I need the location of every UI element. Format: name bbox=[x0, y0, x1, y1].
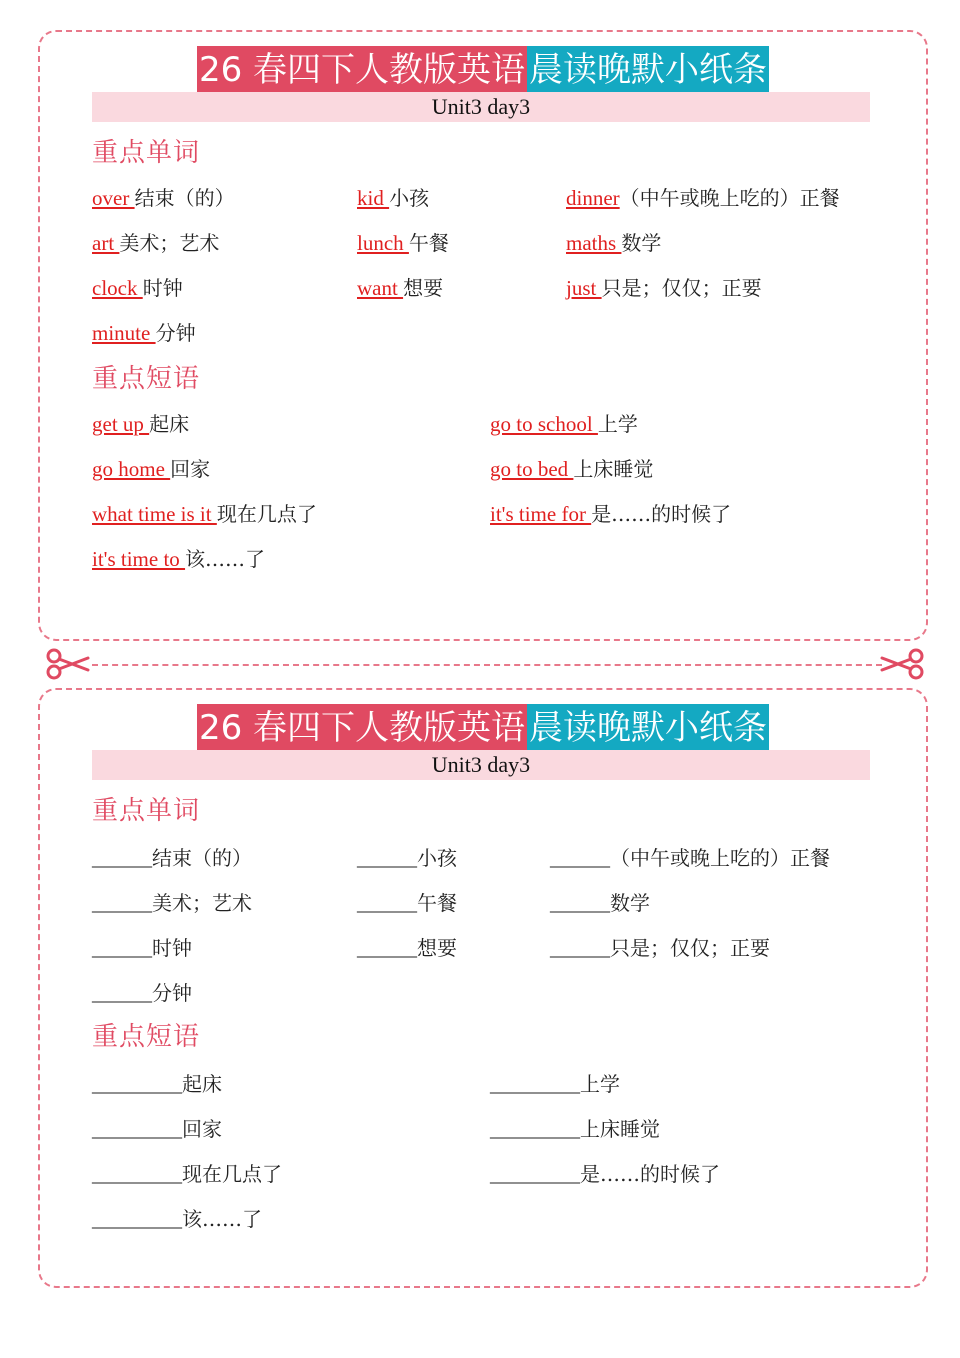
word-en: lunch bbox=[357, 231, 409, 255]
card-title bbox=[40, 46, 926, 94]
phrase-item bbox=[92, 498, 317, 527]
word-cn: 美术；艺术 bbox=[119, 231, 220, 255]
scissors-left-icon bbox=[46, 648, 90, 680]
word-blank[interactable]: ______ bbox=[357, 938, 417, 960]
title-part1: 26 春四下人教版英语 bbox=[197, 704, 527, 752]
word-cn: （中午或晚上吃的）正餐 bbox=[610, 846, 830, 870]
cut-line bbox=[92, 664, 882, 666]
word-cn: 想要 bbox=[403, 276, 444, 300]
phrase-en: it's time to bbox=[92, 547, 186, 571]
phrase-item bbox=[92, 543, 265, 572]
phrase-en: what time is it bbox=[92, 502, 217, 526]
phrase-item bbox=[92, 453, 210, 482]
phrase-blank[interactable]: _________ bbox=[92, 1119, 182, 1141]
word-cn: 小孩 bbox=[417, 846, 457, 870]
word-en: clock bbox=[92, 276, 143, 300]
phrase-blank[interactable]: _________ bbox=[92, 1209, 182, 1231]
phrase-blank-item[interactable] bbox=[92, 1203, 262, 1232]
word-cn: 时钟 bbox=[142, 276, 183, 300]
word-blank-item[interactable] bbox=[92, 842, 252, 871]
unit-subtitle: Unit3 day3 bbox=[92, 750, 870, 780]
scissors-right-icon bbox=[880, 648, 924, 680]
word-cn: 美术；艺术 bbox=[152, 891, 252, 915]
phrase-en: go to school bbox=[490, 412, 598, 436]
phrase-cn: 回家 bbox=[170, 457, 211, 481]
phrase-cn: 起床 bbox=[149, 412, 190, 436]
word-blank[interactable]: ______ bbox=[550, 848, 610, 870]
word-blank-item[interactable] bbox=[92, 977, 192, 1006]
phrase-cn: 回家 bbox=[182, 1117, 222, 1141]
word-en: art bbox=[92, 231, 120, 255]
word-en: minute bbox=[92, 321, 156, 345]
phrase-cn: 现在几点了 bbox=[182, 1162, 282, 1186]
unit-subtitle: Unit3 day3 bbox=[92, 92, 870, 122]
word-cn: 结束（的） bbox=[134, 186, 235, 210]
phrase-cn: 是……的时候了 bbox=[580, 1162, 720, 1186]
phrase-blank-item[interactable] bbox=[92, 1068, 222, 1097]
word-en: maths bbox=[566, 231, 622, 255]
word-blank-item[interactable] bbox=[550, 842, 830, 871]
word-blank-item[interactable] bbox=[92, 887, 252, 916]
phrase-cn: 是……的时候了 bbox=[591, 502, 732, 526]
word-blank[interactable]: ______ bbox=[92, 848, 152, 870]
word-cn: （中午或晚上吃的）正餐 bbox=[619, 186, 840, 210]
word-blank[interactable]: ______ bbox=[92, 893, 152, 915]
phrase-item bbox=[490, 408, 638, 437]
words-heading: 重点单词 bbox=[92, 138, 201, 168]
word-cn: 午餐 bbox=[417, 891, 457, 915]
title-part1: 26 春四下人教版英语 bbox=[197, 46, 527, 94]
word-cn: 时钟 bbox=[152, 936, 192, 960]
word-cn: 数学 bbox=[610, 891, 650, 915]
phrase-blank[interactable]: _________ bbox=[490, 1074, 580, 1096]
word-item bbox=[92, 182, 235, 211]
phrase-cn: 上学 bbox=[580, 1072, 620, 1096]
phrase-en: it's time for bbox=[490, 502, 592, 526]
phrase-blank-item[interactable] bbox=[490, 1158, 720, 1187]
word-cn: 分钟 bbox=[152, 981, 192, 1005]
phrases-heading: 重点短语 bbox=[92, 1022, 201, 1052]
phrase-cn: 上床睡觉 bbox=[580, 1117, 660, 1141]
phrase-en: get up bbox=[92, 412, 150, 436]
phrase-blank-item[interactable] bbox=[92, 1113, 222, 1142]
phrases-heading: 重点短语 bbox=[92, 364, 201, 394]
word-cn: 想要 bbox=[417, 936, 457, 960]
word-blank-item[interactable] bbox=[357, 887, 457, 916]
word-blank[interactable]: ______ bbox=[92, 983, 152, 1005]
word-item bbox=[357, 272, 443, 301]
word-item bbox=[92, 227, 219, 256]
phrase-blank-item[interactable] bbox=[92, 1158, 282, 1187]
word-blank-item[interactable] bbox=[92, 932, 192, 961]
word-item bbox=[92, 317, 196, 346]
phrase-item bbox=[92, 408, 189, 437]
word-blank-item[interactable] bbox=[550, 932, 770, 961]
phrase-blank-item[interactable] bbox=[490, 1113, 660, 1142]
word-blank-item[interactable] bbox=[357, 842, 457, 871]
title-part2: 晨读晚默小纸条 bbox=[527, 46, 769, 94]
phrase-cn: 上床睡觉 bbox=[573, 457, 654, 481]
word-blank[interactable]: ______ bbox=[550, 938, 610, 960]
title-part2: 晨读晚默小纸条 bbox=[527, 704, 769, 752]
word-item bbox=[357, 182, 429, 211]
phrase-item bbox=[490, 498, 731, 527]
word-en: dinner bbox=[566, 186, 620, 210]
phrase-blank[interactable]: _________ bbox=[490, 1119, 580, 1141]
phrase-blank-item[interactable] bbox=[490, 1068, 620, 1097]
word-cn: 结束（的） bbox=[152, 846, 252, 870]
phrase-cn: 起床 bbox=[182, 1072, 222, 1096]
phrase-item bbox=[490, 453, 653, 482]
phrase-cn: 该……了 bbox=[182, 1207, 262, 1231]
word-cn: 分钟 bbox=[155, 321, 196, 345]
phrase-en: go to bed bbox=[490, 457, 574, 481]
word-en: just bbox=[566, 276, 602, 300]
word-en: over bbox=[92, 186, 135, 210]
word-blank[interactable]: ______ bbox=[92, 938, 152, 960]
word-item bbox=[357, 227, 449, 256]
word-cn: 只是；仅仅；正要 bbox=[601, 276, 762, 300]
phrase-blank[interactable]: _________ bbox=[490, 1164, 580, 1186]
phrase-blank[interactable]: _________ bbox=[92, 1164, 182, 1186]
phrase-cn: 上学 bbox=[597, 412, 638, 436]
word-blank-item[interactable] bbox=[550, 887, 650, 916]
word-en: want bbox=[357, 276, 404, 300]
card-title bbox=[40, 704, 926, 752]
phrase-en: go home bbox=[92, 457, 171, 481]
word-en: kid bbox=[357, 186, 390, 210]
phrase-blank[interactable]: _________ bbox=[92, 1074, 182, 1096]
word-item bbox=[566, 227, 661, 256]
word-blank-item[interactable] bbox=[357, 932, 457, 961]
word-blank[interactable]: ______ bbox=[357, 893, 417, 915]
practice-card bbox=[38, 688, 928, 1288]
word-cn: 只是；仅仅；正要 bbox=[610, 936, 770, 960]
word-cn: 午餐 bbox=[408, 231, 449, 255]
word-item bbox=[92, 272, 183, 301]
word-item bbox=[566, 182, 840, 211]
word-blank[interactable]: ______ bbox=[357, 848, 417, 870]
word-cn: 小孩 bbox=[389, 186, 430, 210]
word-cn: 数学 bbox=[621, 231, 662, 255]
phrase-cn: 现在几点了 bbox=[216, 502, 317, 526]
word-blank[interactable]: ______ bbox=[550, 893, 610, 915]
word-item bbox=[566, 272, 762, 301]
phrase-cn: 该……了 bbox=[185, 547, 266, 571]
answer-card bbox=[38, 30, 928, 641]
words-heading: 重点单词 bbox=[92, 796, 201, 826]
